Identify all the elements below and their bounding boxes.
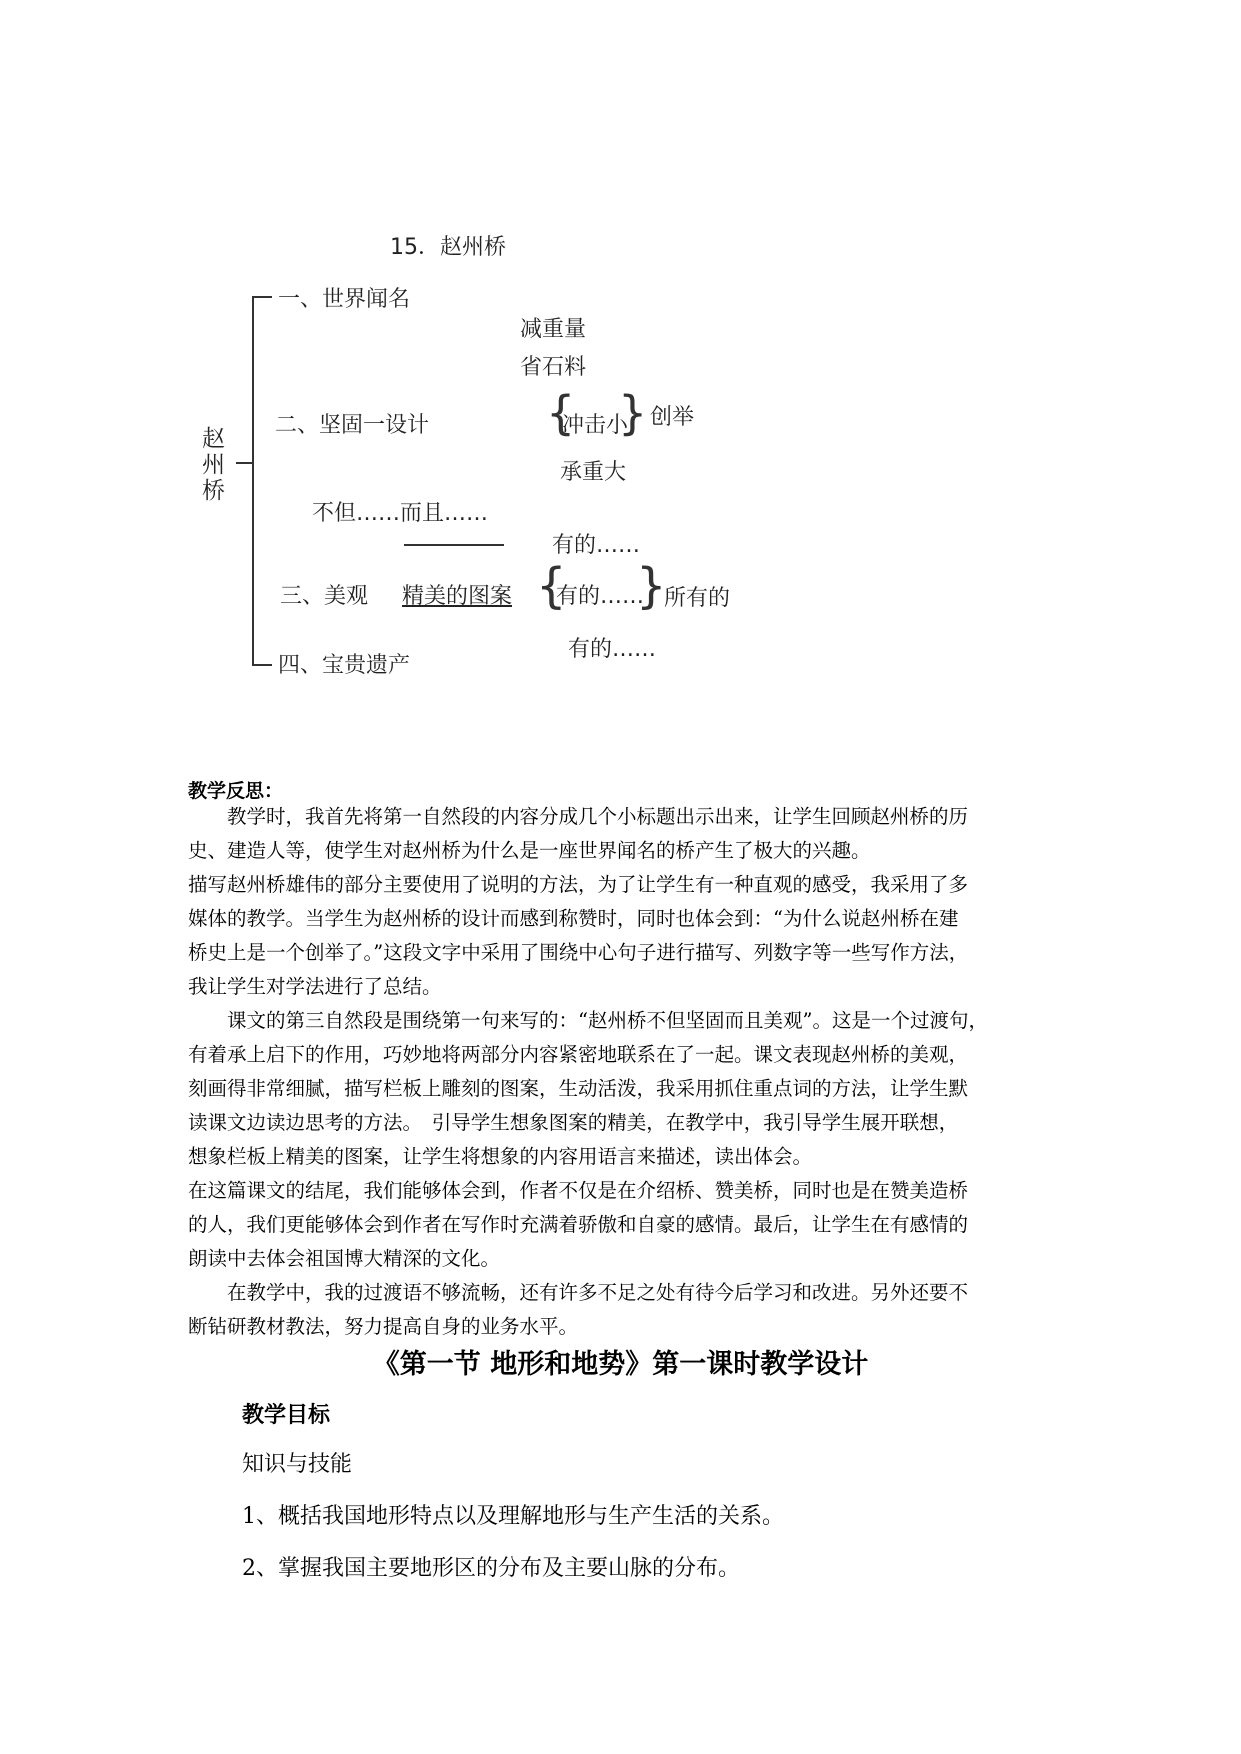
reflection-paragraph-4	[188, 1174, 1068, 1276]
beauty-item-2: 有的……	[556, 584, 645, 609]
text-line: 桥史上是一个创举了。”这段文字中采用了围绕中心句子进行描写、列数字等一些写作方法，	[188, 941, 969, 964]
text-line: 想象栏板上精美的图案，让学生将想象的内容用语言来描述，读出体会。	[188, 1145, 813, 1168]
design-item-4: 承重大	[560, 460, 627, 485]
text-line: 刻画得非常细腻，描写栏板上雕刻的图案，生动活泼，我采用抓住重点词的方法，让学生默	[188, 1077, 969, 1100]
design-result: 创举	[650, 405, 695, 430]
bracket-top-tick	[252, 296, 272, 298]
left-brace-beauty: {	[536, 558, 567, 614]
right-brace-beauty: }	[636, 558, 667, 614]
branch-1: 一、世界闻名	[278, 287, 411, 312]
text-line: 史、建造人等，使学生对赵州桥为什么是一座世界闻名的桥产生了极大的兴趣。	[188, 839, 871, 862]
design-item-3: 冲击小	[562, 413, 629, 438]
reflection-paragraph-2	[188, 868, 1068, 1004]
diagram-root: 赵州桥	[202, 426, 225, 504]
sub-heading: 知识与技能	[242, 1452, 353, 1477]
text-line: 课文的第三自然段是围绕第一句来写的：“赵州桥不但坚固而且美观”。这是一个过渡句，	[188, 1009, 988, 1032]
connector-underline	[404, 544, 504, 546]
left-brace-design: {	[546, 386, 576, 440]
reflection-heading: 教学反思：	[188, 780, 284, 802]
beauty-item-3: 有的……	[568, 637, 657, 662]
bracket-root-stub	[236, 462, 252, 464]
text-line: 在这篇课文的结尾，我们能够体会到，作者不仅是在介绍桥、赞美桥，同时也是在赞美造桥	[188, 1179, 969, 1202]
text-line: 有着承上启下的作用，巧妙地将两部分内容紧密地联系在了一起。课文表现赵州桥的美观，	[188, 1043, 969, 1066]
text-line: 我让学生对学法进行了总结。	[188, 975, 442, 998]
text-line: 教学时，我首先将第一自然段的内容分成几个小标题出示出来，让学生回顾赵州桥的历	[188, 805, 969, 828]
goal-item-2: 2、掌握我国主要地形区的分布及主要山脉的分布。	[242, 1556, 740, 1581]
design-item-1: 减重量	[520, 317, 587, 342]
text-line: 朗读中去体会祖国博大精深的文化。	[188, 1247, 501, 1270]
text-line: 的人，我们更能够体会到作者在写作时充满着骄傲和自豪的感情。最后，让学生在有感情的	[188, 1213, 969, 1236]
text-line: 在教学中，我的过渡语不够流畅，还有许多不足之处有待今后学习和改进。另外还要不	[188, 1281, 969, 1304]
text-line: 断钻研教材教法，努力提高自身的业务水平。	[188, 1315, 579, 1338]
reflection-paragraph-3	[188, 1004, 1068, 1174]
beauty-item-1: 有的……	[552, 533, 641, 558]
goal-item-1: 1、概括我国地形特点以及理解地形与生产生活的关系。	[242, 1504, 784, 1529]
beauty-main: 精美的图案	[402, 584, 513, 609]
right-brace-design: }	[618, 386, 648, 440]
diagram-title: 15．赵州桥	[390, 235, 506, 260]
beauty-result: 所有的	[664, 586, 731, 611]
branch-3: 三、美观	[280, 584, 369, 609]
text-line: 描写赵州桥雄伟的部分主要使用了说明的方法，为了让学生有一种直观的感受，我采用了多	[188, 873, 969, 896]
bracket-vertical	[252, 296, 254, 666]
branch-2: 二、坚固一设计	[275, 413, 430, 438]
connector-text: 不但……而且……	[312, 501, 489, 526]
branch-4: 四、宝贵遗产	[278, 653, 411, 678]
text-line: 媒体的教学。当学生为赵州桥的设计而感到称赞时，同时也体会到：“为什么说赵州桥在建	[188, 907, 959, 930]
lesson-title: 《第一节 地形和地势》第一课时教学设计	[372, 1349, 869, 1380]
text-line: 读课文边读边思考的方法。 引导学生想象图案的精美，在教学中，我引导学生展开联想，	[188, 1111, 959, 1134]
design-item-2: 省石料	[520, 355, 587, 380]
reflection-paragraph-1	[188, 800, 1068, 868]
goal-heading: 教学目标	[242, 1403, 331, 1428]
reflection-paragraph-5	[188, 1276, 1068, 1344]
bracket-bottom-tick	[252, 664, 272, 666]
